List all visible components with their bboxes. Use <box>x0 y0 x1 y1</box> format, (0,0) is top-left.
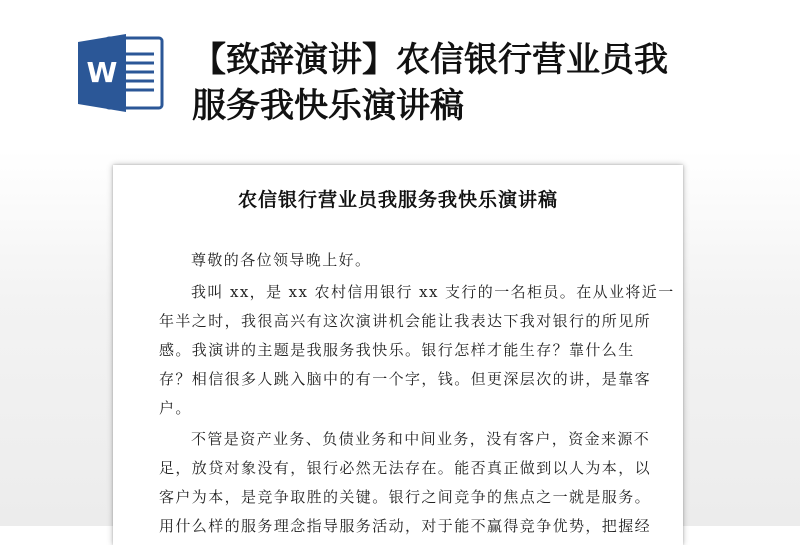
document-page <box>113 165 683 545</box>
paragraph-line: 我叫 xx，是 xx 农村信用银行 xx 支行的一名柜员。在从业将近一 <box>191 283 675 301</box>
paragraph-line: 存？相信很多人跳入脑中的有一个字，钱。但更深层次的讲，是靠客 <box>159 370 652 388</box>
paragraph-line: 足，放贷对象没有，银行必然无法存在。能否真正做到以人为本，以 <box>159 459 652 477</box>
paragraph-line: 客户为本，是竞争取胜的关键。银行之间竞争的焦点之一就是服务。 <box>159 488 652 506</box>
paragraph-line: 年半之时，我很高兴有这次演讲机会能让我表达下我对银行的所见所 <box>159 312 652 330</box>
page-title-line-2: 服务我快乐演讲稿 <box>192 86 464 126</box>
paragraph-line: 用什么样的服务理念指导服务活动，对于能不赢得竞争优势，把握经 <box>159 517 652 535</box>
word-doc-icon <box>76 32 166 114</box>
header <box>0 0 800 150</box>
svg-text:W: W <box>86 56 118 89</box>
paragraph-line: 户。 <box>159 399 192 417</box>
document-title: 农信银行营业员我服务我快乐演讲稿 <box>237 189 558 211</box>
paragraph-line: 不管是资产业务、负债业务和中间业务，没有客户，资金来源不 <box>191 430 651 448</box>
page-title-line-1: 【致辞演讲】农信银行营业员我 <box>192 40 668 80</box>
paragraph-line: 感。我演讲的主题是我服务我快乐。银行怎样才能生存？靠什么生 <box>159 341 635 359</box>
paragraph-line: 尊敬的各位领导晚上好。 <box>191 251 372 269</box>
